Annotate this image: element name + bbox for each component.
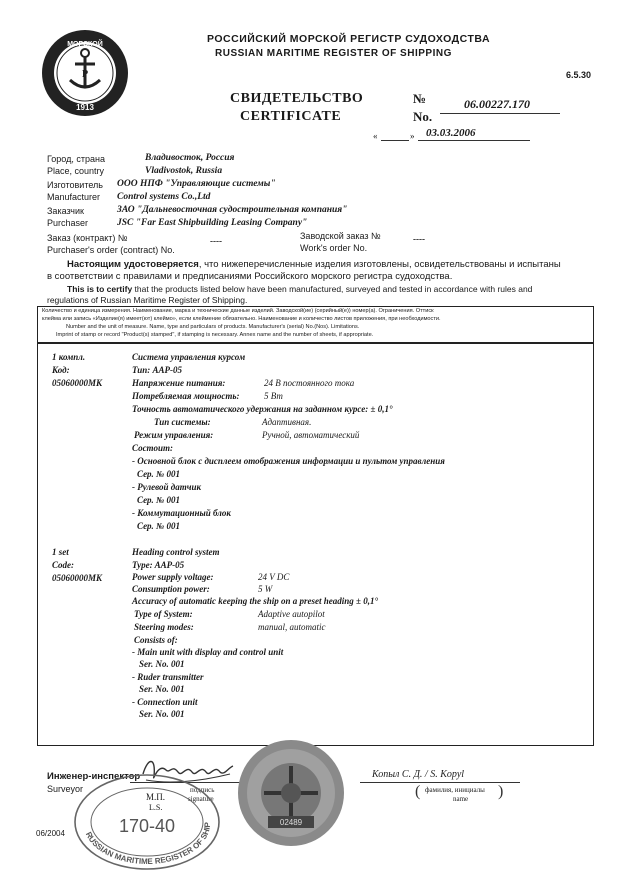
date-close-quote: » bbox=[410, 131, 415, 141]
ru-mode-value: Ручной, автоматический bbox=[262, 430, 360, 440]
works-label-en: Work's order No. bbox=[300, 243, 368, 253]
order-label-en: Purchaser's order (contract) No. bbox=[47, 245, 175, 255]
ru-accuracy: Точность автоматического удержания на заданном курсе: ± 0,1° bbox=[132, 404, 393, 414]
signature-caption-ru: подпись bbox=[190, 786, 215, 794]
ru-composition: Состоит: bbox=[132, 443, 173, 453]
name-caption-paren-right: ) bbox=[498, 783, 504, 800]
ru-sys-label: Тип системы: bbox=[154, 417, 211, 427]
name-caption-paren-left: ( bbox=[415, 783, 421, 800]
statement-en-line2: regulations of Russian Maritime Register of Shipping. bbox=[47, 295, 248, 305]
stamp-number: 170-40 bbox=[118, 816, 176, 836]
ru-cons-label: Потребляемая мощность: bbox=[132, 391, 240, 401]
ls-mark-en: L.S. bbox=[149, 803, 163, 812]
register-logo bbox=[40, 28, 130, 118]
en-composition: Consists of: bbox=[134, 635, 178, 645]
en-cons-label: Consumption power: bbox=[132, 584, 210, 594]
ru-item-2-serial: Сер. № 001 bbox=[137, 495, 181, 505]
customer-value-ru: ЗАО "Дальневосточная судостроительная компания" bbox=[117, 205, 348, 215]
en-type: Type: AAP-05 bbox=[132, 560, 185, 570]
ru-item-1-serial: Сер. № 001 bbox=[137, 469, 181, 479]
works-label-ru: Заводской заказ № bbox=[300, 231, 381, 241]
cert-title-en: CERTIFICATE bbox=[240, 109, 342, 124]
cert-number-line bbox=[440, 113, 560, 114]
en-item-3: - Connection unit bbox=[132, 697, 198, 707]
surveyor-label-en: Surveyor bbox=[47, 784, 84, 794]
en-sys-value: Adaptive autopilot bbox=[258, 609, 325, 619]
en-sys-label: Type of System: bbox=[134, 609, 193, 619]
ru-power-label: Напряжение питания: bbox=[132, 378, 226, 388]
table-header-en1: Number and the unit of measure. Name, type and particulars of products. Manufacturer's (serial) No.(Nos). Limitations. bbox=[66, 324, 360, 330]
maker-value-en: Control systems Co.,Ltd bbox=[117, 192, 211, 202]
ru-item-1: - Основной блок с дисплеем отображения информации и пультом управления bbox=[132, 456, 445, 466]
ru-type: Тип: ААР-05 bbox=[132, 365, 183, 375]
table-header-ru2: клейма или запись «Изделие(я) имеет(ют) клеймо», если клеймение обязательно. Наименование и количество листов приложения, при необходимости. bbox=[42, 316, 441, 322]
city-value-en: Vladivostok, Russia bbox=[145, 166, 223, 176]
cert-date: 03.03.2006 bbox=[426, 127, 476, 139]
en-mode-label: Steering modes: bbox=[134, 622, 194, 632]
ru-sys-value: Адаптивная. bbox=[262, 417, 312, 427]
statement-ru-rest: , что нижеперечисленные изделия изготовлены, освидетельствованы и испытаны bbox=[198, 259, 561, 270]
cert-no-ru: № bbox=[413, 91, 427, 106]
cert-number: 06.00227.170 bbox=[464, 97, 530, 111]
ru-qty: 1 компл. bbox=[52, 352, 86, 362]
name-caption-ru: фамилия, инициалы bbox=[425, 786, 485, 794]
round-seal bbox=[236, 738, 346, 848]
en-item-2-serial: Ser. No. 001 bbox=[139, 684, 185, 694]
works-value: ---- bbox=[413, 234, 425, 244]
city-label-ru: Город, страна bbox=[47, 154, 105, 164]
maker-value-ru: ООО НПФ "Управляющие системы" bbox=[117, 179, 276, 189]
cert-title-ru: СВИДЕТЕЛЬСТВО bbox=[230, 91, 364, 106]
en-mode-value: manual, automatic bbox=[258, 622, 326, 632]
form-date: 06/2004 bbox=[36, 829, 65, 838]
maker-label-ru: Изготовитель bbox=[47, 180, 103, 190]
maker-label-en: Manufacturer bbox=[47, 192, 101, 202]
svg-text:1913: 1913 bbox=[76, 103, 94, 112]
table-header-en2: Imprint of stamp or record "Product(s) stamped", if stamping is necessary. Annex name and the number of sheets, if appropriate. bbox=[56, 332, 374, 338]
ru-item-3-serial: Сер. № 001 bbox=[137, 521, 181, 531]
svg-text:МОРСКОЙ: МОРСКОЙ bbox=[67, 41, 103, 48]
register-stamp bbox=[72, 772, 222, 872]
date-open-quote: « bbox=[373, 131, 378, 141]
statement-ru-line2: в соответствии с правилами и предписаниями Российского морского регистра судоходства. bbox=[47, 271, 453, 282]
en-name: Heading control system bbox=[132, 547, 220, 557]
ru-cons-value: 5 Вт bbox=[264, 391, 283, 401]
surveyor-label-ru: Инженер-инспектор bbox=[47, 771, 141, 782]
svg-text:Р: Р bbox=[81, 69, 89, 80]
statement-en-rest: that the products listed below have been manufactured, surveyed and tested in accordance with rules and bbox=[132, 284, 533, 294]
en-item-1-serial: Ser. No. 001 bbox=[139, 659, 185, 669]
name-caption-en: name bbox=[453, 795, 469, 803]
cert-no-en: No. bbox=[413, 109, 433, 124]
statement-en bbox=[47, 284, 532, 294]
en-power-label: Power supply voltage: bbox=[132, 572, 214, 582]
en-power-value: 24 V DC bbox=[258, 572, 290, 582]
en-qty: 1 set bbox=[52, 547, 69, 557]
ru-code: 05060000МК bbox=[52, 378, 103, 388]
date-day-line bbox=[381, 140, 409, 141]
cert-date-line bbox=[418, 140, 530, 141]
statement-ru bbox=[47, 259, 561, 270]
en-item-2: - Ruder transmitter bbox=[132, 672, 204, 682]
order-label-ru: Заказ (контракт) № bbox=[47, 233, 128, 243]
ls-mark-ru: М.П. bbox=[146, 792, 166, 802]
ru-code-label: Код: bbox=[52, 365, 70, 375]
customer-label-en: Purchaser bbox=[47, 218, 89, 228]
surveyor-name: Копыл С. Д. / S. Kopyl bbox=[372, 769, 465, 780]
en-item-1: - Main unit with display and control unit bbox=[132, 647, 284, 657]
form-code: 6.5.30 bbox=[566, 70, 592, 80]
en-code-label: Code: bbox=[52, 560, 74, 570]
order-value: ---- bbox=[210, 236, 222, 246]
statement-en-bold: This is to certify bbox=[67, 284, 133, 294]
register-title-en: RUSSIAN MARITIME REGISTER OF SHIPPING bbox=[215, 48, 452, 59]
ru-item-3: - Коммутационный блок bbox=[132, 508, 231, 518]
ru-item-2: - Рулевой датчик bbox=[132, 482, 202, 492]
register-title-ru: РОССИЙСКИЙ МОРСКОЙ РЕГИСТР СУДОХОДСТВА bbox=[207, 33, 491, 45]
city-label-en: Place, country bbox=[47, 166, 105, 176]
customer-label-ru: Заказчик bbox=[47, 206, 84, 216]
table-header-ru1: Количество и единица измерения. Наименование, марка и технические данные изделий. Заводской(ие) (серийный(е)) номер(а). Ограничения. Оттиск bbox=[42, 308, 434, 314]
customer-value-en: JSC "Far East Shipbuilding Leasing Company" bbox=[117, 218, 308, 228]
en-cons-value: 5 W bbox=[258, 584, 273, 594]
ru-power-value: 24 В постоянного тока bbox=[264, 378, 355, 388]
ru-mode-label: Режим управления: bbox=[134, 430, 214, 440]
signature-caption-en: signature bbox=[188, 795, 214, 803]
statement-ru-bold: Настоящим удостоверяется bbox=[67, 259, 199, 270]
stamp-text: RUSSIAN MARITIME REGISTER OF SHIP bbox=[83, 822, 213, 867]
ru-name: Система управления курсом bbox=[132, 352, 246, 362]
en-accuracy: Accuracy of automatic keeping the ship on a preset heading ± 0,1° bbox=[132, 596, 379, 606]
seal-number: 02489 bbox=[279, 818, 303, 827]
city-value-ru: Владивосток, Россия bbox=[145, 153, 235, 163]
en-code: 05060000MK bbox=[52, 573, 103, 583]
en-item-3-serial: Ser. No. 001 bbox=[139, 709, 185, 719]
name-line bbox=[360, 782, 520, 783]
